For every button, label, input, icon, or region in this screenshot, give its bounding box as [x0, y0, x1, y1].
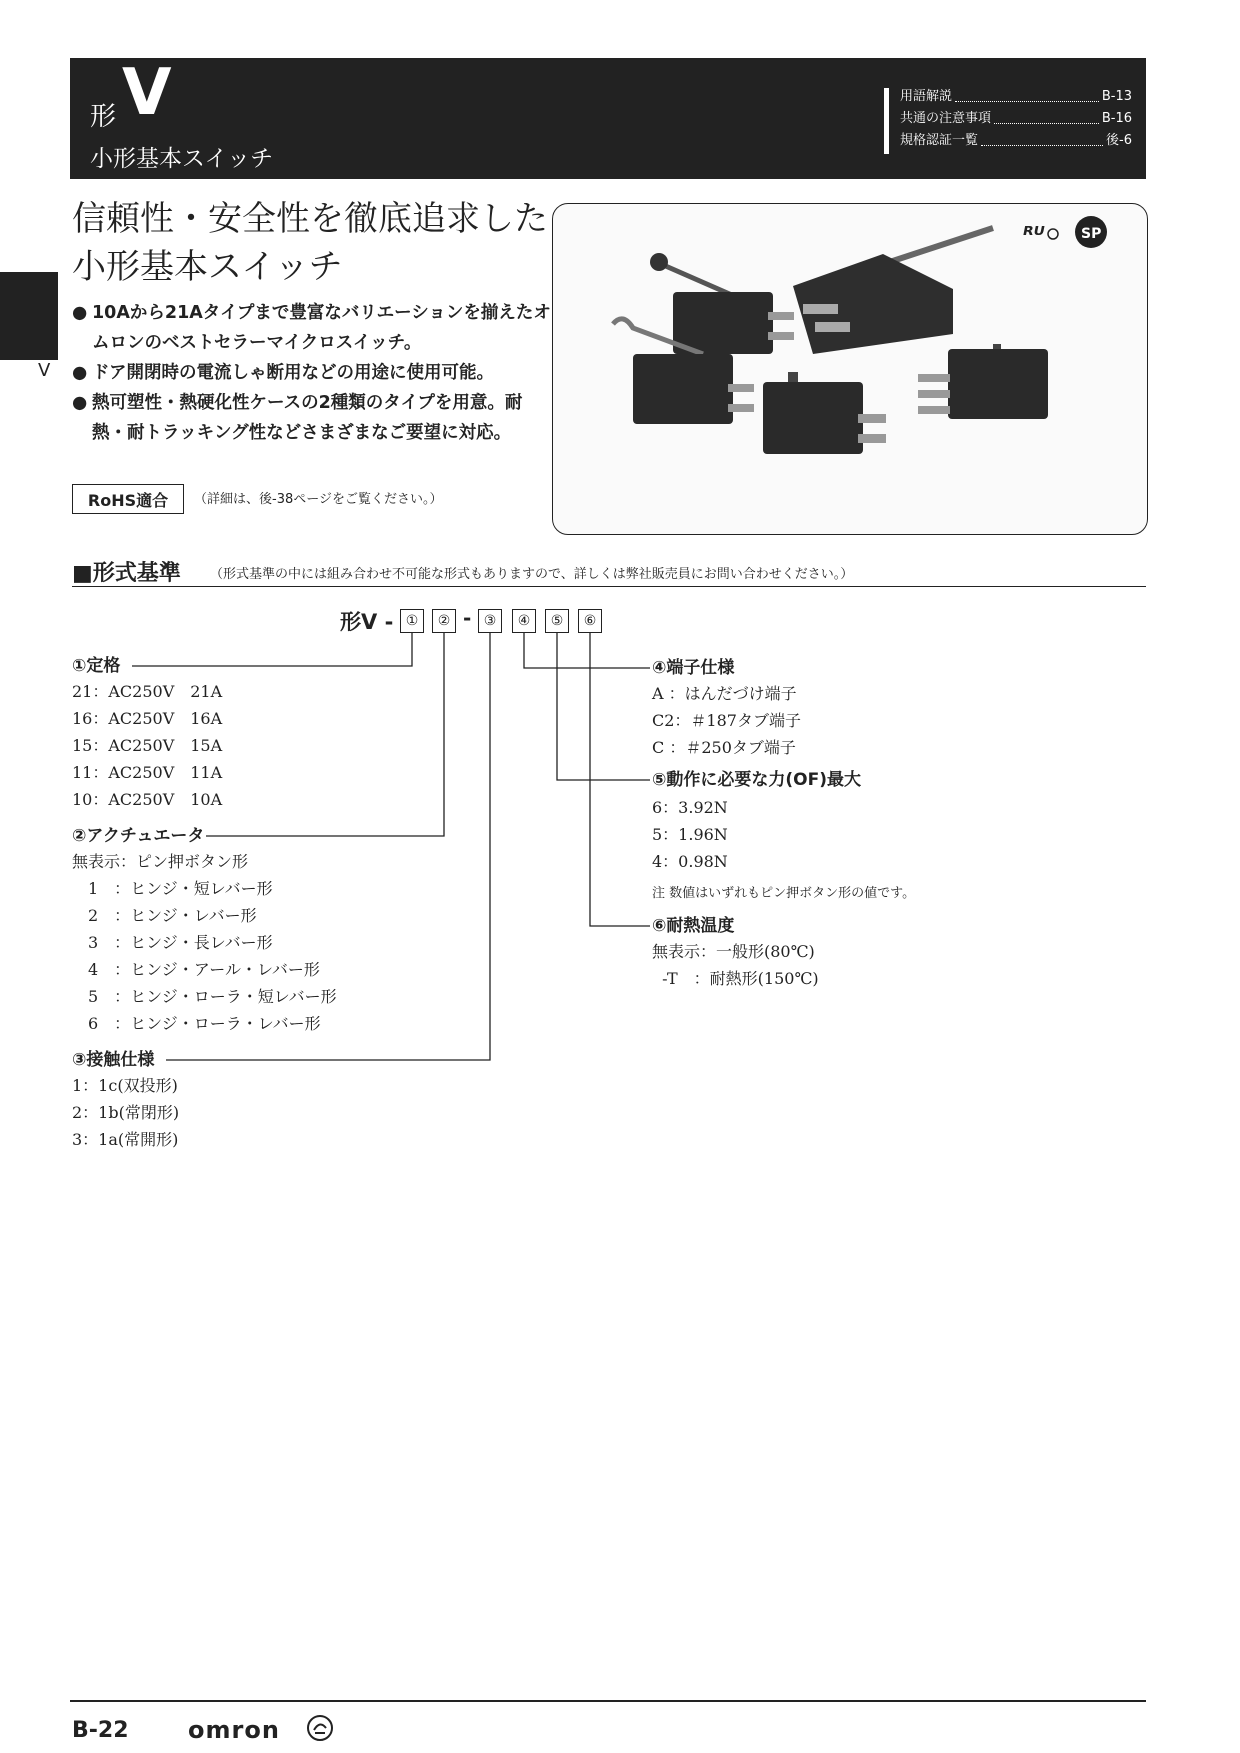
feature-item: ● 10Aから21Aタイプまで豊富なバリエーションを揃えたオムロンのベストセラーマイクロスイッチ。: [72, 303, 551, 353]
actuator-item: 1 ：ヒンジ・短レバー形: [72, 879, 273, 898]
terminal-item: C ：＃250タブ端子: [652, 738, 796, 757]
code-box-terminal: ④: [512, 609, 536, 633]
headline-line: 小形基本スイッチ: [72, 247, 343, 287]
svg-text:SP: SP: [1081, 226, 1102, 242]
rohs-note[interactable]: （詳細は、後-38ページをご覧ください。）: [194, 492, 443, 507]
contact-item: 1：1c(双投形): [72, 1076, 178, 1095]
force-title: ⑤動作に必要な力(OF)最大: [652, 770, 861, 790]
code-box-rating: ①: [400, 609, 424, 633]
actuator-item: 4 ：ヒンジ・アール・レバー形: [72, 960, 320, 979]
rating-item: 15：AC250V 15A: [72, 736, 223, 755]
rating-item: 11：AC250V 11A: [72, 763, 223, 782]
model-code-prefix: 形V -: [340, 610, 394, 634]
feature-item: ● ドア開閉時の電流しゃ断用などの用途に使用可能。: [72, 363, 494, 383]
page-number: B-22: [72, 1718, 129, 1743]
model-name: V: [122, 56, 172, 130]
code-dash: -: [463, 606, 472, 630]
code-box-contact: ③: [478, 609, 502, 633]
contact-title: ③接触仕様: [72, 1050, 155, 1070]
reference-item[interactable]: 共通の注意事項 B-16: [900, 111, 1132, 126]
recycle-mark-icon: [306, 1714, 334, 1742]
terminal-item: C2：＃187タブ端子: [652, 711, 801, 730]
contact-item: 3：1a(常開形): [72, 1130, 179, 1149]
force-item: 6：3.92N: [652, 798, 728, 817]
footer-rule: [70, 1700, 1146, 1702]
svg-text:ᴿᵁ: ᴿᵁ: [1023, 223, 1045, 248]
rohs-badge: RoHS適合: [72, 484, 184, 514]
actuator-item: 無表示：ピン押ボタン形: [72, 852, 249, 871]
brand-logo: omron: [188, 1716, 280, 1744]
actuator-title: ②アクチュエータ: [72, 826, 205, 846]
code-box-actuator: ②: [432, 609, 456, 633]
product-subtitle: 小形基本スイッチ: [90, 146, 274, 172]
terminal-item: A ：はんだづけ端子: [652, 684, 797, 703]
feature-item: ● 熱可塑性・熱硬化性ケースの2種類のタイプを用意。耐熱・耐トラッキング性などさまざまなご要望に対応。: [72, 393, 523, 443]
heat-title: ⑥耐熱温度: [652, 916, 735, 936]
reference-item[interactable]: 規格認証一覧 後-6: [900, 133, 1132, 148]
section-note: （形式基準の中には組み合わせ不可能な形式もありますので、詳しくは弊社販売員にお問い合わせください。）: [210, 567, 854, 582]
heat-item: -T ：耐熱形(150℃): [652, 969, 819, 988]
rating-item: 10：AC250V 10A: [72, 790, 223, 809]
side-index-letter: V: [38, 360, 51, 381]
headline-line: 信頼性・安全性を徹底追求した: [72, 199, 548, 239]
actuator-item: 5 ：ヒンジ・ローラ・短レバー形: [72, 987, 337, 1006]
code-box-force: ⑤: [545, 609, 569, 633]
heat-item: 無表示：一般形(80℃): [652, 942, 815, 961]
force-item: 4：0.98N: [652, 852, 728, 871]
actuator-item: 2 ：ヒンジ・レバー形: [72, 906, 257, 925]
code-box-heat: ⑥: [578, 609, 602, 633]
force-item: 5：1.96N: [652, 825, 728, 844]
reference-item[interactable]: 用語解説 B-13: [900, 89, 1132, 104]
actuator-item: 6 ：ヒンジ・ローラ・レバー形: [72, 1014, 321, 1033]
actuator-item: 3 ：ヒンジ・長レバー形: [72, 933, 273, 952]
contact-item: 2：1b(常閉形): [72, 1103, 180, 1122]
rating-item: 21：AC250V 21A: [72, 682, 223, 701]
terminal-title: ④端子仕様: [652, 658, 735, 678]
section-title: ■形式基準: [72, 561, 181, 586]
rating-title: ①定格: [72, 656, 121, 676]
force-note: 注 数値はいずれもピン押ボタン形の値です。: [652, 886, 916, 901]
rating-item: 16：AC250V 16A: [72, 709, 223, 728]
model-prefix: 形: [90, 102, 117, 132]
